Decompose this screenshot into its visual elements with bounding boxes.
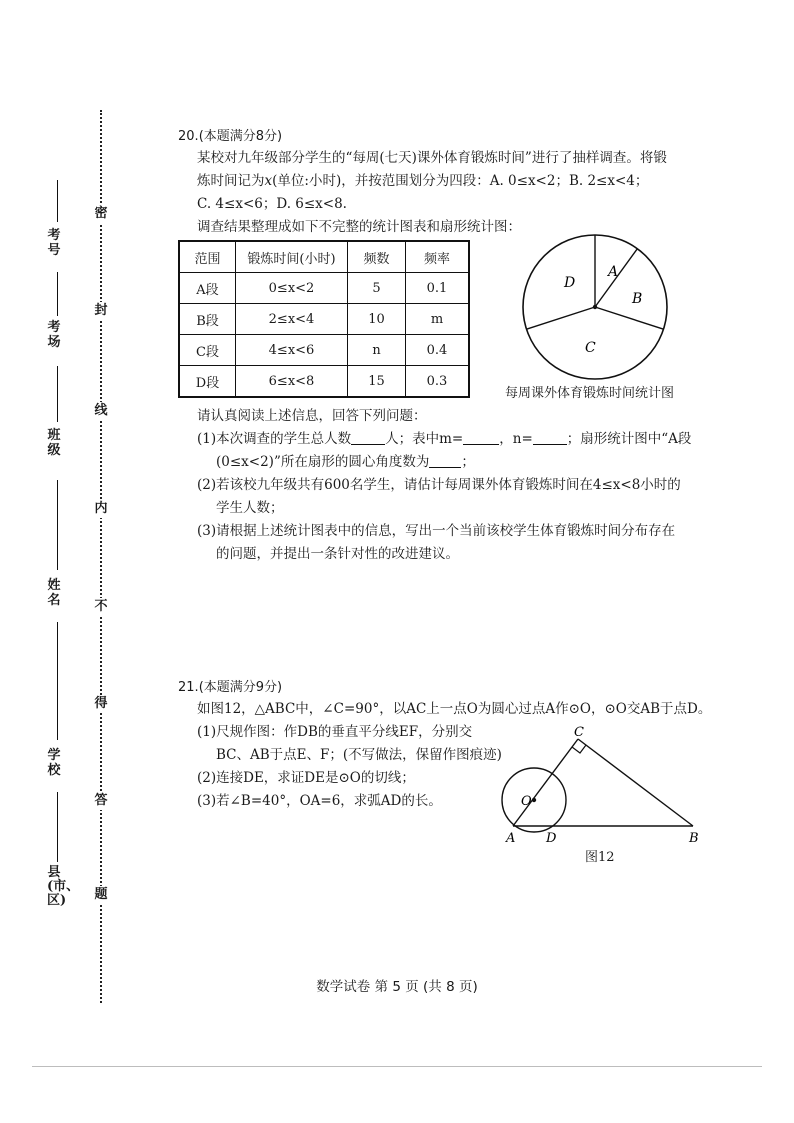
q20-text-line: 调查结果整理成如下不完整的统计图表和扇形统计图： [197, 219, 521, 235]
q20-sub1-line: (0≤x<2)”所在扇形的圆心角度数为 ； [216, 454, 475, 470]
pie-center-dot [593, 305, 597, 309]
field-label: 考号 [47, 228, 61, 258]
table-cell: 0.3 [406, 366, 470, 398]
q21-sub2-line: (2)连接DE，求证DE是⊙O的切线； [197, 770, 415, 786]
q20-sub3-line: (3)请根据上述统计图表中的信息，写出一个当前该校学生体育锻炼时间分布存在 [197, 523, 676, 539]
seal-char: 密 [91, 205, 111, 223]
table-row [179, 335, 469, 366]
point-label-b: B [689, 831, 699, 846]
pie-radii [527, 235, 664, 329]
q20-sub3-line: 的问题，并提出一条针对性的改进建议。 [216, 546, 459, 562]
table-row [179, 273, 469, 304]
seal-char: 答 [91, 792, 111, 810]
pie-label-d: D [564, 275, 576, 291]
table-cell: D段 [179, 366, 236, 398]
pie-label-c: C [585, 340, 596, 356]
seal-char: 不 [91, 598, 111, 616]
table-cell: 10 [348, 304, 406, 335]
table-cell: 2≤x<4 [236, 304, 348, 335]
q20-sub2-line: 学生人数； [216, 500, 284, 516]
field-label: 姓名 [47, 578, 61, 608]
table-header-row [179, 241, 469, 273]
table-cell: 6≤x<8 [236, 366, 348, 398]
pie-label-b: B [632, 291, 643, 307]
q20-text-line: 某校对九年级部分学生的“每周(七天)课外体育锻炼时间”进行了抽样调查。将锻 [197, 150, 667, 166]
q21-text-line: 如图12，△ABC中，∠C=90°，以AC上一点O为圆心过点A作⊙O，⊙O交AB于点D。 [197, 701, 712, 717]
table-cell: B段 [179, 304, 236, 335]
pie-radius-c-d [527, 307, 596, 329]
figure-12 [500, 722, 710, 847]
answer-blank[interactable] [463, 430, 499, 445]
q21-sub1-line: (1)尺规作图：作DB的垂直平分线EF，分别交 [197, 724, 473, 740]
table-header: 范围 [179, 241, 236, 273]
pie-chart [520, 232, 670, 382]
table-cell: 0≤x<2 [236, 273, 348, 304]
pie-label-a: A [608, 264, 619, 280]
bottom-divider [32, 1066, 762, 1067]
q20-heading: 20.(本题满分8分) [178, 129, 283, 144]
segment-cb [578, 739, 693, 826]
table-cell: 15 [348, 366, 406, 398]
point-label-d: D [546, 831, 557, 846]
q20-text-line: 请认真阅读上述信息，回答下列问题： [197, 408, 427, 424]
pie-caption: 每周课外体育锻炼时间统计图 [505, 386, 675, 401]
figure-caption: 图12 [585, 850, 615, 865]
q21-heading: 21.(本题满分9分) [178, 680, 283, 695]
field-label: 县(市、区) [47, 865, 80, 908]
point-label-o: O [521, 794, 532, 809]
page-footer: 数学试卷 第 5 页 (共 8 页) [316, 979, 478, 995]
right-angle-mark [572, 745, 586, 753]
table-row [179, 304, 469, 335]
segment-ac [513, 739, 578, 826]
table-cell: 5 [348, 273, 406, 304]
answer-blank[interactable] [533, 430, 567, 445]
table-cell: C段 [179, 335, 236, 366]
seal-char: 得 [91, 695, 111, 713]
seal-char: 题 [91, 886, 111, 904]
q21-sub1-line: BC、AB于点E、F；(不写做法，保留作图痕迹) [216, 747, 502, 763]
seal-char: 封 [91, 302, 111, 320]
answer-blank[interactable] [429, 453, 461, 468]
field-label: 考场 [47, 320, 61, 350]
q20-text-line: C. 4≤x<6；D. 6≤x<8. [197, 196, 347, 212]
seal-dashed-line [100, 110, 102, 1003]
point-label-a: A [506, 831, 516, 846]
table-cell: 0.4 [406, 335, 470, 366]
table-cell: m [406, 304, 470, 335]
point-label-c: C [574, 725, 584, 740]
seal-char: 线 [91, 402, 111, 420]
q21-sub3-line: (3)若∠B=40°，OA=6，求弧AD的长。 [197, 793, 442, 809]
table-cell: 4≤x<6 [236, 335, 348, 366]
field-label: 学校 [47, 748, 61, 778]
pie-radius-b-c [595, 307, 664, 329]
table-header: 频率 [406, 241, 470, 273]
table-cell: A段 [179, 273, 236, 304]
answer-blank[interactable] [351, 430, 385, 445]
table-row [179, 366, 469, 398]
center-o-dot [532, 798, 536, 802]
field-label: 班级 [47, 428, 61, 458]
q20-sub1-line: (1)本次调查的学生总人数 人；表中m= ，n= ；扇形统计图中“A段 [197, 431, 692, 447]
table-header: 锻炼时间(小时) [236, 241, 348, 273]
frequency-table [178, 240, 470, 398]
seal-char: 内 [91, 500, 111, 518]
q20-sub2-line: (2)若该校九年级共有600名学生，请估计每周课外体育锻炼时间在4≤x<8小时的 [197, 477, 681, 493]
q20-text-line: 炼时间记为x(单位:小时)，并按范围划分为四段：A. 0≤x<2；B. 2≤x<4； [197, 173, 649, 189]
table-cell: n [348, 335, 406, 366]
table-header: 频数 [348, 241, 406, 273]
table-cell: 0.1 [406, 273, 470, 304]
